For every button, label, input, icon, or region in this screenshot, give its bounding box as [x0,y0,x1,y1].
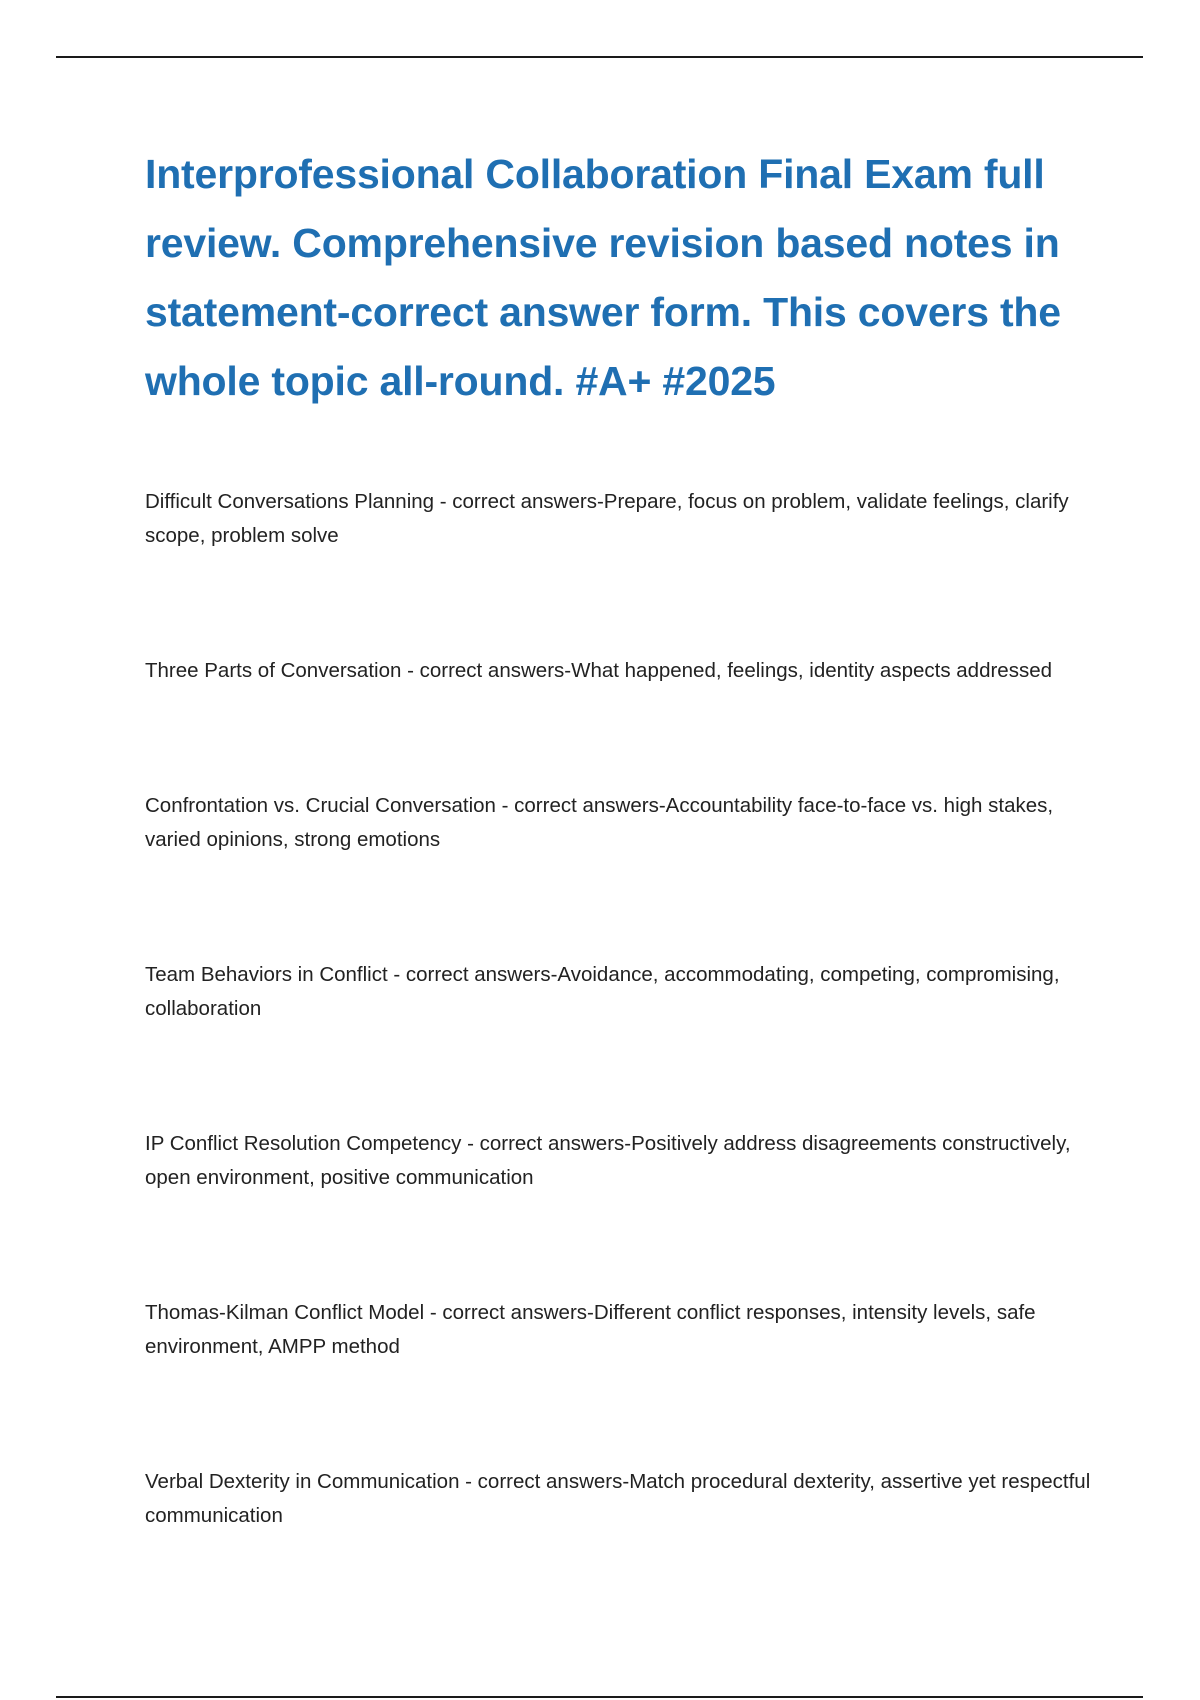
flashcard-entry: Team Behaviors in Conflict - correct answers-Avoidance, accommodating, competing, compromising, collaboration [145,963,1060,1020]
flashcard-entry: Thomas-Kilman Conflict Model - correct answers-Different conflict responses, intensity levels, safe environment, AMPP method [145,1301,1036,1358]
top-divider [56,56,1143,58]
document-title: Interprofessional Collaboration Final Exam full review. Comprehensive revision based notes in statement-correct answer form. This covers the whole topic all-round. #A+ #2025 [145,151,1061,404]
flashcard-entry: IP Conflict Resolution Competency - correct answers-Positively address disagreements constructively, open environment, positive communication [145,1132,1071,1189]
flashcard-entry: Three Parts of Conversation - correct answers-What happened, feelings, identity aspects addressed [145,659,1053,682]
flashcard-list [145,485,1105,1634]
flashcard-entry: Confrontation vs. Crucial Conversation - correct answers-Accountability face-to-face vs. high stakes, varied opinions, strong emotions [145,794,1054,851]
flashcard-entry: Verbal Dexterity in Communication - correct answers-Match procedural dexterity, assertive yet respectful communication [145,1470,1091,1527]
flashcard-entry: Difficult Conversations Planning - correct answers-Prepare, focus on problem, validate feelings, clarify scope, problem solve [145,490,1069,547]
bottom-divider [56,1696,1143,1698]
